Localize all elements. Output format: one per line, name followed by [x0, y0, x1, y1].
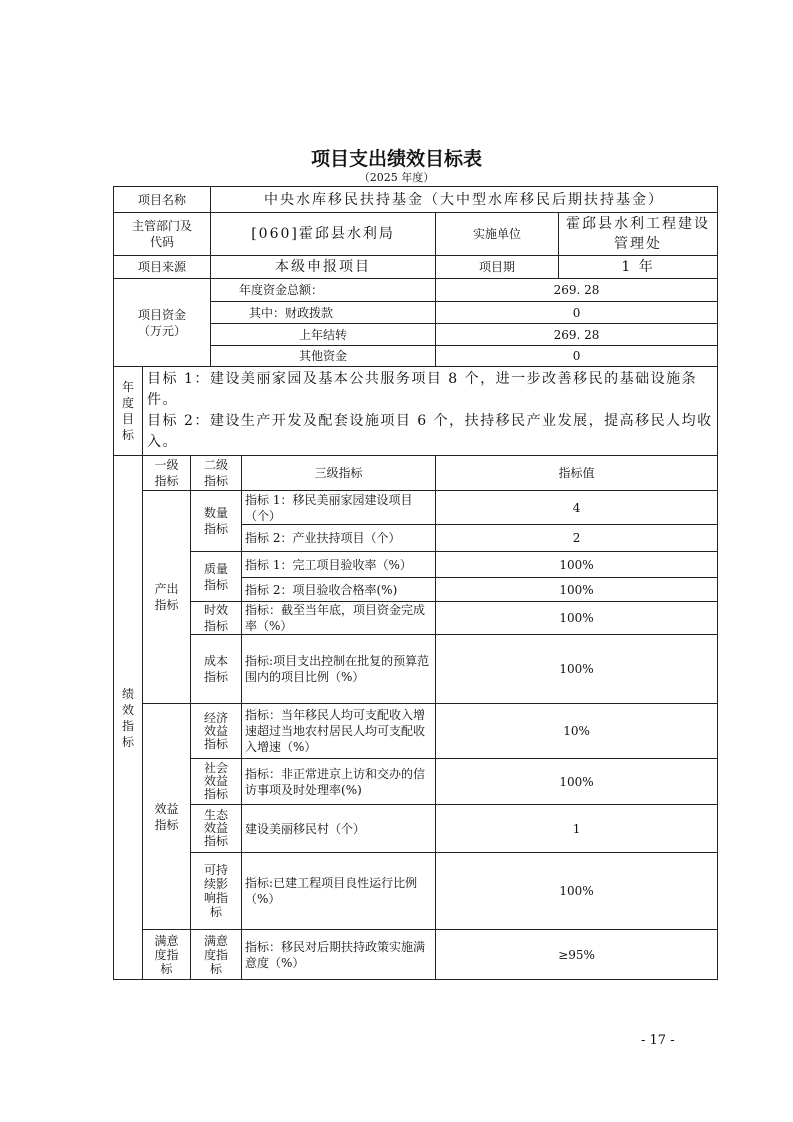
indicator-name: 指标:项目支出控制在批复的预算范围内的项目比例（%）	[242, 635, 436, 704]
header-level1: 一级指标	[143, 456, 191, 491]
table-row	[114, 704, 718, 759]
dept-label: 主管部门及代码	[114, 213, 211, 256]
period-label: 项目期	[436, 256, 559, 279]
indicator-value: ≥95%	[436, 930, 718, 980]
table-row	[114, 456, 718, 491]
level2-social: 社会效益指标	[191, 759, 242, 805]
impl-label: 实施单位	[436, 213, 559, 256]
indicator-value: 1	[436, 805, 718, 853]
funds-row-value: 269. 28	[436, 324, 718, 346]
indicator-name: 指标 2：产业扶持项目（个）	[242, 525, 436, 552]
indicator-name: 指标:已建工程项目良性运行比例（%）	[242, 853, 436, 930]
header-level2: 二级指标	[191, 456, 242, 491]
header-value: 指标值	[436, 456, 718, 491]
table-row	[114, 635, 718, 704]
table-row	[114, 213, 718, 256]
indicator-name: 指标 1：移民美丽家园建设项目（个）	[242, 491, 436, 525]
performance-target-table	[113, 186, 718, 980]
indicator-value: 4	[436, 491, 718, 525]
funds-row-label: 年度资金总额：	[211, 279, 436, 302]
project-name-value: 中央水库移民扶持基金（大中型水库移民后期扶持基金）	[211, 187, 718, 213]
indicators-section-label: 绩效指标	[114, 456, 143, 980]
indicator-value: 100%	[436, 853, 718, 930]
level1-output: 产出指标	[143, 491, 191, 704]
indicator-value: 100%	[436, 552, 718, 578]
table-row	[114, 805, 718, 853]
level2-quality: 质量指标	[191, 552, 242, 602]
indicator-name: 指标：截至当年底，项目资金完成率（%）	[242, 602, 436, 635]
indicator-value: 100%	[436, 602, 718, 635]
goals-label: 年度目标	[114, 367, 143, 456]
header-level3: 三级指标	[242, 456, 436, 491]
indicator-value: 100%	[436, 578, 718, 602]
indicator-value: 100%	[436, 759, 718, 805]
level2-satisfaction: 满意度指标	[191, 930, 242, 980]
goal-item: 目标 2：建设生产开发及配套设施项目 6 个，扶持移民产业发展，提高移民人均收入。	[147, 413, 713, 450]
indicator-value: 2	[436, 525, 718, 552]
page-number: - 17 -	[641, 1033, 675, 1048]
level1-benefit: 效益指标	[143, 704, 191, 930]
level2-economic: 经济效益指标	[191, 704, 242, 759]
table-row	[114, 552, 718, 578]
page-subtitle: （2025 年度）	[358, 171, 435, 184]
level2-sustainability: 可持续影响指标	[191, 853, 242, 930]
funds-label: 项目资金（万元）	[114, 279, 211, 367]
impl-value: 霍邱县水利工程建设管理处	[559, 213, 718, 256]
indicator-name: 指标：移民对后期扶持政策实施满意度（%）	[242, 930, 436, 980]
funds-row-value: 0	[436, 346, 718, 367]
table-row	[114, 256, 718, 279]
dept-value: [060]霍邱县水利局	[211, 213, 436, 256]
funds-row-value: 269. 28	[436, 279, 718, 302]
table-row	[114, 759, 718, 805]
level2-ecological: 生态效益指标	[191, 805, 242, 853]
goal-item: 目标 1：建设美丽家园及基本公共服务项目 8 个，进一步改善移民的基础设施条件。	[147, 371, 698, 408]
goals-content	[143, 367, 718, 456]
indicator-value: 100%	[436, 635, 718, 704]
indicator-name: 指标：当年移民人均可支配收入增速超过当地农村居民人均可支配收入增速（%）	[242, 704, 436, 759]
level2-timeliness: 时效指标	[191, 602, 242, 635]
indicator-name: 指标：非正常进京上访和交办的信访事项及时处理率(%)	[242, 759, 436, 805]
level2-quantity: 数量指标	[191, 491, 242, 552]
funds-row-label: 其他资金	[211, 346, 436, 367]
funds-row-label: 其中：财政拨款	[211, 302, 436, 324]
funds-row-value: 0	[436, 302, 718, 324]
project-name-label: 项目名称	[114, 187, 211, 213]
level1-satisfaction: 满意度指标	[143, 930, 191, 980]
table-row	[114, 930, 718, 980]
table-row	[114, 602, 718, 635]
indicator-value: 10%	[436, 704, 718, 759]
level2-cost: 成本指标	[191, 635, 242, 704]
table-row	[114, 367, 718, 456]
indicator-name: 建设美丽移民村（个）	[242, 805, 436, 853]
indicator-name: 指标 2：项目验收合格率(%)	[242, 578, 436, 602]
table-row	[114, 491, 718, 525]
table-row	[114, 853, 718, 930]
source-label: 项目来源	[114, 256, 211, 279]
source-value: 本级申报项目	[211, 256, 436, 279]
funds-row-label: 上年结转	[211, 324, 436, 346]
table-row	[114, 279, 718, 302]
indicator-name: 指标 1：完工项目验收率（%）	[242, 552, 436, 578]
period-value: 1 年	[559, 256, 718, 279]
page-title: 项目支出绩效目标表	[310, 148, 482, 170]
table-row	[114, 187, 718, 213]
